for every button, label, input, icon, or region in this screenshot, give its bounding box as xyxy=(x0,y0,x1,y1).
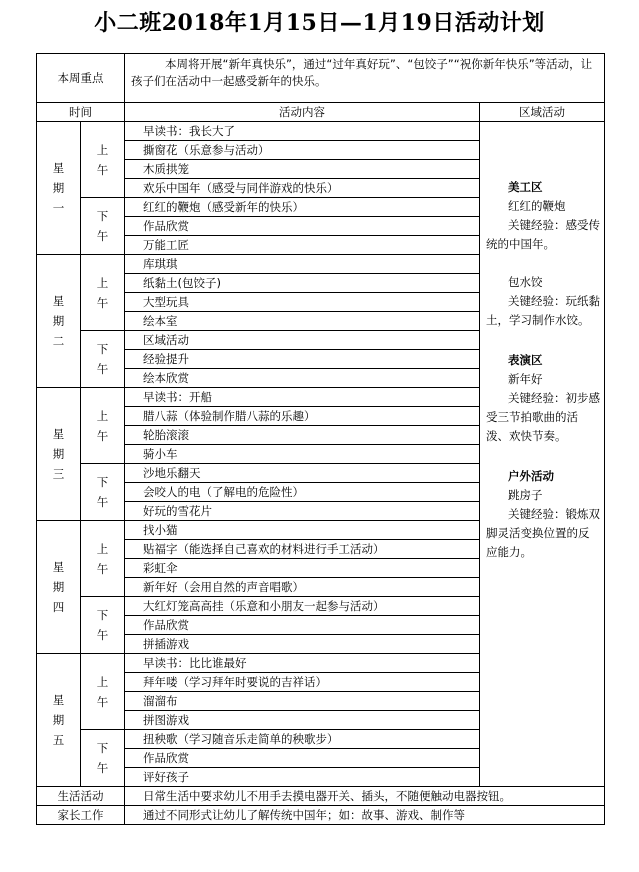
parent-text: 通过不同形式让幼儿了解传统中国年；如：故事、游戏、制作等 xyxy=(125,806,605,825)
activity-cell: 绘本室 xyxy=(125,312,480,331)
zone-block xyxy=(486,178,600,330)
activity-cell: 大型玩具 xyxy=(125,293,480,312)
pm-label xyxy=(81,198,125,255)
am-label xyxy=(81,122,125,198)
activity-cell: 腊八蒜（体验制作腊八蒜的乐趣） xyxy=(125,407,480,426)
activity-cell: 会咬人的电（了解电的危险性） xyxy=(125,483,480,502)
vertical-char: 三 xyxy=(52,467,65,481)
activity-cell: 好玩的雪花片 xyxy=(125,502,480,521)
zone-cell xyxy=(480,122,605,787)
vertical-char: 五 xyxy=(52,733,65,747)
activity-cell: 溜溜布 xyxy=(125,692,480,711)
vertical-char: 下 xyxy=(96,608,109,622)
activity-cell: 作品欣赏 xyxy=(125,217,480,236)
header-zone: 区域活动 xyxy=(480,103,605,122)
zone-block xyxy=(486,467,600,562)
day-label xyxy=(37,255,81,388)
vertical-char: 上 xyxy=(96,142,109,157)
vertical-char: 下 xyxy=(96,475,109,489)
activity-cell: 库琪琪 xyxy=(125,255,480,274)
focus-text: 本周将开展“新年真快乐”，通过“过年真好玩”、“包饺子”“祝你新年快乐”等活动，让孩子们在活动中一起感受新年的快乐。 xyxy=(125,54,605,103)
vertical-char: 上 xyxy=(96,674,109,689)
vertical-char: 星 xyxy=(52,427,65,441)
vertical-char: 午 xyxy=(96,761,109,775)
activity-cell: 轮胎滚滚 xyxy=(125,426,480,445)
vertical-char: 一 xyxy=(52,201,65,215)
exp-text: 玩纸黏土，学习制作水饺。 xyxy=(486,294,600,327)
activity-cell: 经验提升 xyxy=(125,350,480,369)
life-row xyxy=(37,787,605,806)
day-label xyxy=(37,654,81,787)
focus-label: 本周重点 xyxy=(37,54,125,103)
vertical-char: 期 xyxy=(52,314,65,328)
exp-label: 关键经验： xyxy=(508,391,566,405)
am-label xyxy=(81,654,125,730)
vertical-char: 午 xyxy=(96,628,109,642)
zone-experience xyxy=(486,505,600,562)
activity-cell: 作品欣赏 xyxy=(125,749,480,768)
zone-experience xyxy=(486,389,600,446)
exp-text: 锻炼双脚灵活变换位置的反应能力。 xyxy=(486,507,600,559)
activity-cell: 早读书：开船 xyxy=(125,388,480,407)
vertical-char: 午 xyxy=(96,561,109,576)
zone-activity: 包水饺 xyxy=(508,275,543,289)
activity-row xyxy=(37,122,605,141)
activity-cell: 作品欣赏 xyxy=(125,616,480,635)
vertical-char: 上 xyxy=(96,275,109,290)
focus-row xyxy=(37,54,605,103)
weekly-plan-table xyxy=(36,53,605,825)
vertical-char: 午 xyxy=(96,495,109,509)
pm-label xyxy=(81,597,125,654)
vertical-char: 期 xyxy=(52,713,65,727)
vertical-char: 午 xyxy=(96,162,109,177)
parent-label: 家长工作 xyxy=(37,806,125,825)
activity-cell: 新年好（会用自然的声音唱歌） xyxy=(125,578,480,597)
zone-activity: 新年好 xyxy=(508,372,543,386)
exp-text: 感受传统的中国年。 xyxy=(486,218,600,251)
activity-cell: 拼图游戏 xyxy=(125,711,480,730)
am-label xyxy=(81,255,125,331)
am-label xyxy=(81,521,125,597)
day-label xyxy=(37,388,81,521)
life-label: 生活活动 xyxy=(37,787,125,806)
activity-cell: 木质拱笼 xyxy=(125,160,480,179)
activity-cell: 扭秧歌（学习随音乐走简单的秧歌步） xyxy=(125,730,480,749)
activity-cell: 找小猫 xyxy=(125,521,480,540)
exp-label: 关键经验： xyxy=(508,294,566,308)
zone-activity: 跳房子 xyxy=(508,488,543,502)
vertical-char: 上 xyxy=(96,408,109,423)
zone-title: 户外活动 xyxy=(508,469,554,483)
vertical-char: 下 xyxy=(96,209,109,223)
zone-title: 美工区 xyxy=(508,180,543,194)
zone-experience xyxy=(486,216,600,254)
day-label xyxy=(37,122,81,255)
activity-cell: 彩虹伞 xyxy=(125,559,480,578)
exp-text: 初步感受三节拍歌曲的活泼、欢快节奏。 xyxy=(486,391,600,443)
vertical-char: 下 xyxy=(96,741,109,755)
vertical-char: 星 xyxy=(52,560,65,574)
vertical-char: 二 xyxy=(52,334,65,348)
vertical-char: 星 xyxy=(52,693,65,707)
exp-label: 关键经验： xyxy=(508,218,566,232)
am-label xyxy=(81,388,125,464)
vertical-char: 星 xyxy=(52,294,65,308)
header-row xyxy=(37,103,605,122)
activity-cell: 纸黏土(包饺子) xyxy=(125,274,480,293)
pm-label xyxy=(81,464,125,521)
pm-label xyxy=(81,730,125,787)
activity-cell: 早读书：我长大了 xyxy=(125,122,480,141)
activity-cell: 贴福字（能选择自己喜欢的材料进行手工活动） xyxy=(125,540,480,559)
page-title: 小二班2018年1月15日—1月19日活动计划 xyxy=(94,10,545,36)
vertical-char: 期 xyxy=(52,181,65,195)
header-content: 活动内容 xyxy=(125,103,480,122)
activity-cell: 欢乐中国年（感受与同伴游戏的快乐） xyxy=(125,179,480,198)
vertical-char: 星 xyxy=(52,161,65,175)
header-time: 时间 xyxy=(37,103,125,122)
activity-cell: 评好孩子 xyxy=(125,768,480,787)
vertical-char: 午 xyxy=(96,295,109,310)
parent-row xyxy=(37,806,605,825)
exp-label: 关键经验： xyxy=(508,507,566,521)
vertical-char: 午 xyxy=(96,694,109,709)
vertical-char: 上 xyxy=(96,541,109,556)
activity-cell: 拜年喽（学习拜年时要说的吉祥话） xyxy=(125,673,480,692)
vertical-char: 下 xyxy=(96,342,109,356)
zone-block xyxy=(486,351,600,446)
vertical-char: 四 xyxy=(52,600,65,614)
zone-experience xyxy=(486,292,600,330)
zone-title: 表演区 xyxy=(508,353,543,367)
activity-cell: 早读书：比比谁最好 xyxy=(125,654,480,673)
activity-cell: 拼插游戏 xyxy=(125,635,480,654)
life-text: 日常生活中要求幼儿不用手去摸电器开关、插头，不随便触动电器按钮。 xyxy=(125,787,605,806)
day-label xyxy=(37,521,81,654)
activity-cell: 沙地乐翻天 xyxy=(125,464,480,483)
vertical-char: 午 xyxy=(96,229,109,243)
activity-cell: 撕窗花（乐意参与活动） xyxy=(125,141,480,160)
pm-label xyxy=(81,331,125,388)
activity-cell: 绘本欣赏 xyxy=(125,369,480,388)
vertical-char: 期 xyxy=(52,447,65,461)
activity-cell: 骑小车 xyxy=(125,445,480,464)
activity-cell: 红红的鞭炮（感受新年的快乐） xyxy=(125,198,480,217)
activity-cell: 万能工匠 xyxy=(125,236,480,255)
vertical-char: 午 xyxy=(96,428,109,443)
zone-activity: 红红的鞭炮 xyxy=(508,199,566,213)
activity-cell: 大红灯笼高高挂（乐意和小朋友一起参与活动） xyxy=(125,597,480,616)
vertical-char: 期 xyxy=(52,580,65,594)
vertical-char: 午 xyxy=(96,362,109,376)
activity-cell: 区域活动 xyxy=(125,331,480,350)
